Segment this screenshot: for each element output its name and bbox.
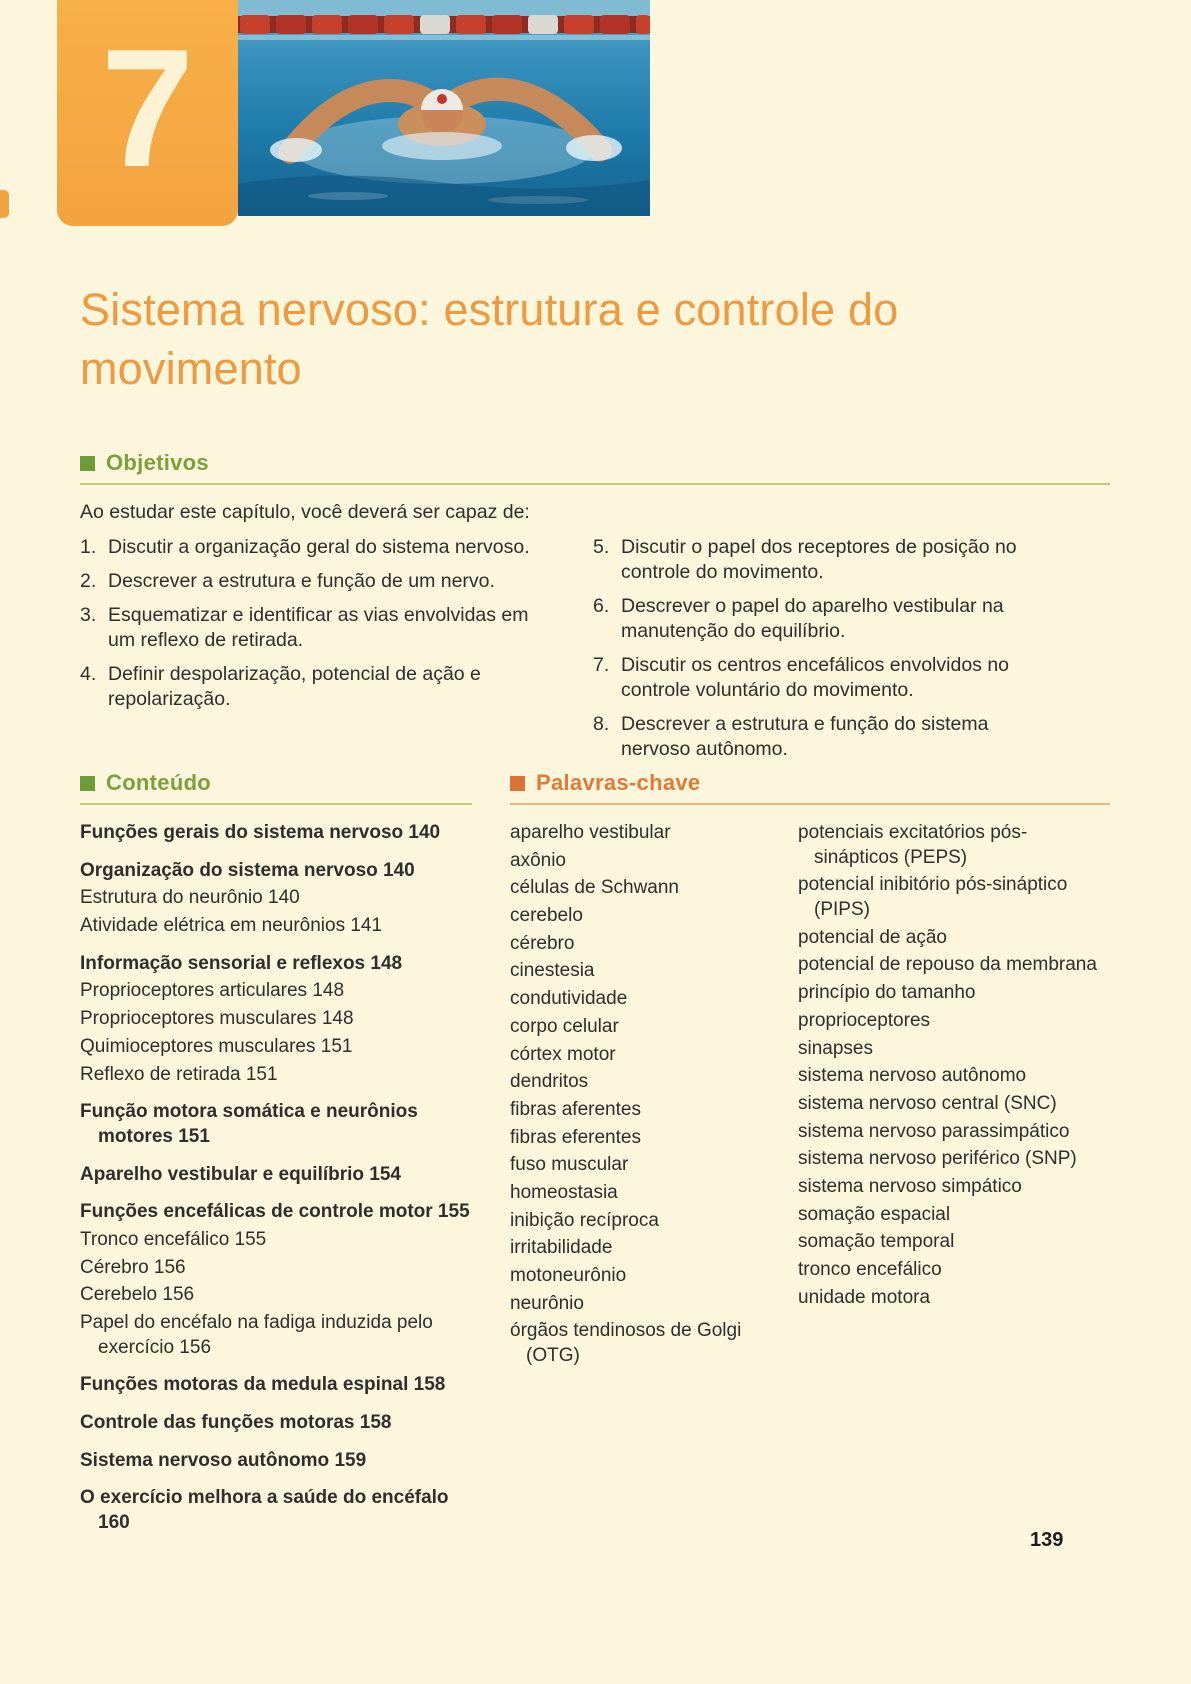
toc-entry: Tronco encefálico 155 (80, 1228, 267, 1250)
keyword: córtex motor (510, 1043, 616, 1065)
objective-text: Descrever o papel do aparelho vestibular na manutenção do equilíbrio. (621, 594, 1004, 642)
objective-number: 1. (80, 536, 97, 558)
keyword: potenciais excitatórios pós-sinápticos (PEPS) (798, 822, 1028, 868)
objective-item (593, 712, 1060, 762)
toc-entry: Quimioceptores musculares 151 (80, 1035, 353, 1057)
conteudo-heading-label: Conteúdo (106, 770, 212, 795)
lane-rope-icon (238, 15, 650, 34)
objective-text: Descrever a estrutura e função de um nervo. (108, 569, 495, 592)
objective-text: Discutir a organização geral do sistema nervoso. (108, 536, 530, 558)
keyword: sistema nervoso central (SNC) (798, 1092, 1057, 1114)
keyword: cerebelo (510, 905, 583, 927)
toc-entry: Função motora somática e neurônios motores 151 (80, 1101, 418, 1147)
keyword: axônio (510, 849, 566, 871)
keyword: condutividade (510, 988, 628, 1010)
keyword: proprioceptores (798, 1009, 931, 1031)
objective-item (80, 662, 547, 712)
keyword: inibição recíproca (510, 1209, 659, 1231)
keyword: dendritos (510, 1071, 589, 1093)
keyword: potencial inibitório pós-sináptico (PIPS) (798, 874, 1068, 921)
toc-entry: Sistema nervoso autônomo 159 (80, 1449, 367, 1471)
keyword: irritabilidade (510, 1237, 613, 1259)
keyword: sinapses (798, 1037, 873, 1059)
palavras-chave-heading-label: Palavras-chave (536, 770, 701, 795)
objective-text: Descrever a estrutura e função do sistema nervoso autônomo. (621, 712, 989, 760)
toc-entry: Estrutura do neurônio 140 (80, 887, 300, 909)
keyword: sistema nervoso simpático (798, 1175, 1022, 1197)
toc-entry: Informação sensorial e reflexos 148 (80, 952, 403, 974)
square-bullet-icon (80, 456, 95, 471)
keyword: potencial de repouso da membrana (798, 954, 1097, 976)
palavras-chave-heading (510, 770, 1110, 805)
toc-entry: Reflexo de retirada 151 (80, 1063, 278, 1085)
objective-item (80, 569, 547, 594)
keyword: cérebro (510, 932, 575, 954)
objective-item (80, 535, 547, 560)
objective-text: Discutir os centros encefálicos envolvidos no controle voluntário do movimento. (621, 653, 1010, 701)
keyword: princípio do tamanho (798, 982, 976, 1004)
keyword: fibras eferentes (510, 1126, 641, 1148)
objective-text: Definir despolarização, potencial de ação e repolarização. (108, 662, 481, 710)
keyword: unidade motora (798, 1286, 931, 1308)
square-bullet-icon (510, 776, 525, 791)
objective-number: 7. (593, 653, 610, 676)
objective-number: 8. (593, 712, 610, 735)
square-bullet-icon (80, 776, 95, 791)
chapter-number: 7 (100, 14, 195, 202)
keyword: somação espacial (798, 1203, 951, 1225)
keyword: sistema nervoso autônomo (798, 1065, 1027, 1087)
toc-entry: Organização do sistema nervoso 140 (80, 859, 415, 881)
keyword: potencial de ação (798, 926, 947, 948)
keyword: fuso muscular (510, 1154, 629, 1176)
section-palavras-chave (510, 770, 1110, 1536)
objective-number: 6. (593, 594, 610, 617)
keyword: órgãos tendinosos de Golgi (OTG) (510, 1320, 742, 1367)
page-number: 139 (1030, 1529, 1064, 1551)
conteudo-heading (80, 770, 472, 805)
toc-entry: Atividade elétrica em neurônios 141 (80, 915, 383, 937)
objective-item (593, 535, 1060, 585)
toc-entry: Funções motoras da medula espinal 158 (80, 1374, 446, 1396)
chapter-title: Sistema nervoso: estrutura e controle do movimento (80, 284, 899, 394)
keyword: corpo celular (510, 1015, 619, 1037)
keyword: aparelho vestibular (510, 822, 671, 843)
toc-entry: Controle das funções motoras 158 (80, 1412, 392, 1434)
toc-entry: Cerebelo 156 (80, 1284, 195, 1306)
section-conteudo (80, 770, 472, 1536)
conteudo-list (80, 821, 472, 1536)
section-lower (80, 770, 1110, 1536)
keyword: células de Schwann (510, 877, 679, 899)
toc-entry: Cérebro 156 (80, 1256, 186, 1278)
keyword: fibras aferentes (510, 1098, 641, 1120)
keyword: homeostasia (510, 1181, 618, 1203)
chapter-photo (238, 0, 650, 216)
objetivos-list (80, 535, 1110, 771)
page-edge-tab (0, 190, 9, 218)
objective-text: Discutir o papel dos receptores de posição no controle do movimento. (621, 536, 1017, 583)
keywords-column-2 (798, 821, 1110, 1372)
toc-entry: O exercício melhora a saúde do encéfalo 160 (80, 1487, 449, 1534)
keyword: motoneurônio (510, 1265, 627, 1286)
objetivos-column-left (80, 535, 547, 771)
objetivos-heading-label: Objetivos (106, 450, 209, 475)
toc-entry: Proprioceptores musculares 148 (80, 1008, 354, 1030)
toc-entry: Aparelho vestibular e equilíbrio 154 (80, 1163, 401, 1185)
toc-entry: Proprioceptores articulares 148 (80, 980, 345, 1002)
objective-item (80, 603, 547, 653)
objetivos-heading (80, 450, 1110, 485)
swimmer-butterfly-illustration (238, 0, 650, 216)
chapter-number-box (57, 0, 238, 226)
objective-text: Esquematizar e identificar as vias envolvidas em um reflexo de retirada. (108, 603, 529, 651)
keyword: somação temporal (798, 1231, 955, 1253)
keyword: sistema nervoso parassimpático (798, 1120, 1070, 1142)
objective-number: 4. (80, 662, 97, 685)
objective-number: 3. (80, 603, 97, 626)
keywords-column-1 (510, 821, 798, 1372)
objetivos-column-right (593, 535, 1060, 771)
keyword: cinestesia (510, 960, 595, 982)
objective-number: 5. (593, 536, 610, 558)
objective-item (593, 594, 1060, 644)
objetivos-intro: Ao estudar este capítulo, você deverá ser capaz de: (80, 501, 530, 523)
toc-entry: Funções encefálicas de controle motor 155 (80, 1201, 470, 1223)
keywords-list (510, 821, 1110, 1372)
toc-entry: Papel do encéfalo na fadiga induzida pelo exercício 156 (80, 1312, 433, 1358)
section-objetivos (80, 450, 1110, 771)
keyword: tronco encefálico (798, 1259, 942, 1280)
objective-item (593, 653, 1060, 703)
keyword: sistema nervoso periférico (SNP) (798, 1148, 1077, 1170)
keyword: neurônio (510, 1292, 584, 1314)
objective-number: 2. (80, 569, 97, 592)
toc-entry: Funções gerais do sistema nervoso 140 (80, 822, 441, 843)
